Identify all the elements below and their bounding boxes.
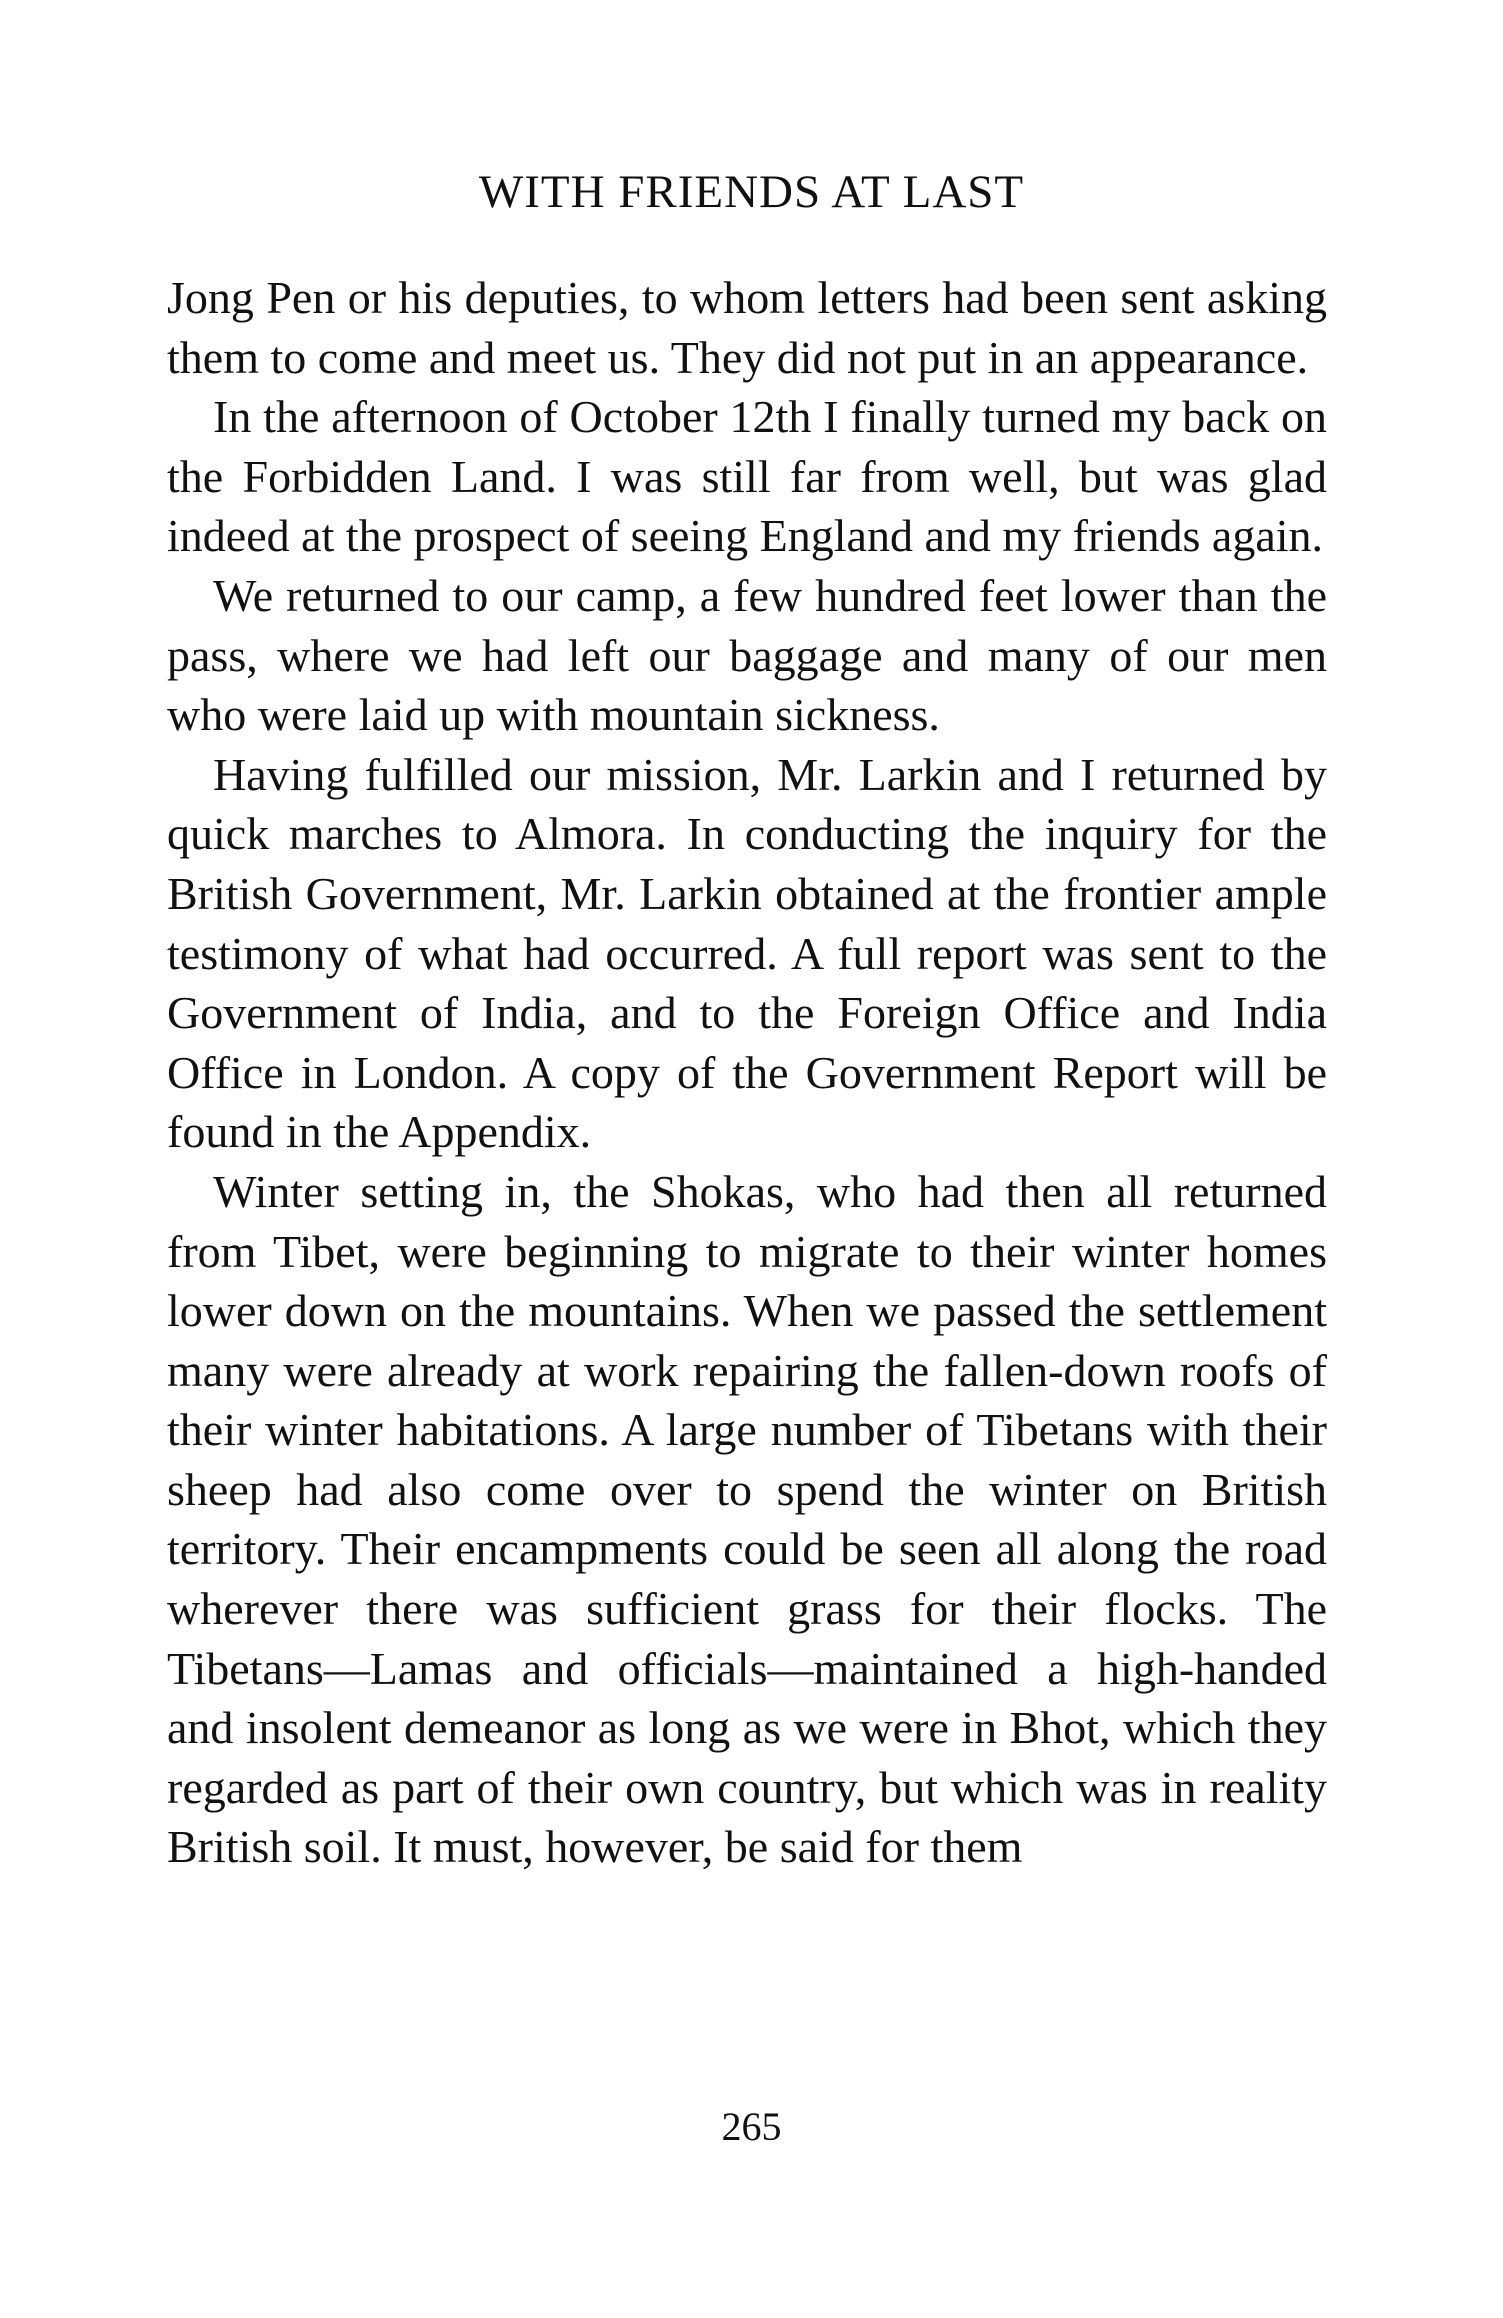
body-text (167, 268, 1327, 1877)
paragraph-4: Having fulfilled our mission, Mr. Larkin and I returned by quick marches to Almora. In conducting the inquiry for the British Government, Mr. Larkin obtained at the frontier ample testimony of what had occurred. A full report was sent to the Government of India, and to the Foreign Office and India Office in London. A copy of the Government Report will be found in the Appendix. (167, 748, 1327, 1158)
page-number: 265 (721, 2104, 782, 2149)
paragraph-3: We returned to our camp, a few hundred feet lower than the pass, where we had left our baggage and many of our men who were laid up with mountain sickness. (167, 569, 1327, 741)
running-head: WITH FRIENDS AT LAST (478, 166, 1025, 218)
paragraph-2: In the afternoon of October 12th I finally turned my back on the Forbidden Land. I was still far from well, but was glad indeed at the prospect of seeing England and my friends again. (167, 391, 1327, 562)
paragraph-5: Winter setting in, the Shokas, who had then all returned from Tibet, were beginning to migrate to their winter homes lower down on the mountains. When we passed the settlement many were already at work repairing the fallen-down roofs of their winter habitations. A large number of Tibetans with their sheep had also come over to spend the winter on British territory. Their encampments could be seen all along the road wherever there was sufficient grass for their flocks. The Tibetans—Lamas and officials—maintained a high-handed and insolent demeanor as long as we were in Bhot, which they regarded as part of their own country, but which was in reality British soil. It must, however, be said for them (167, 1165, 1327, 1873)
paragraph-1: Jong Pen or his deputies, to whom letters had been sent asking them to come and meet us. They did not put in an appearance. (167, 272, 1327, 383)
